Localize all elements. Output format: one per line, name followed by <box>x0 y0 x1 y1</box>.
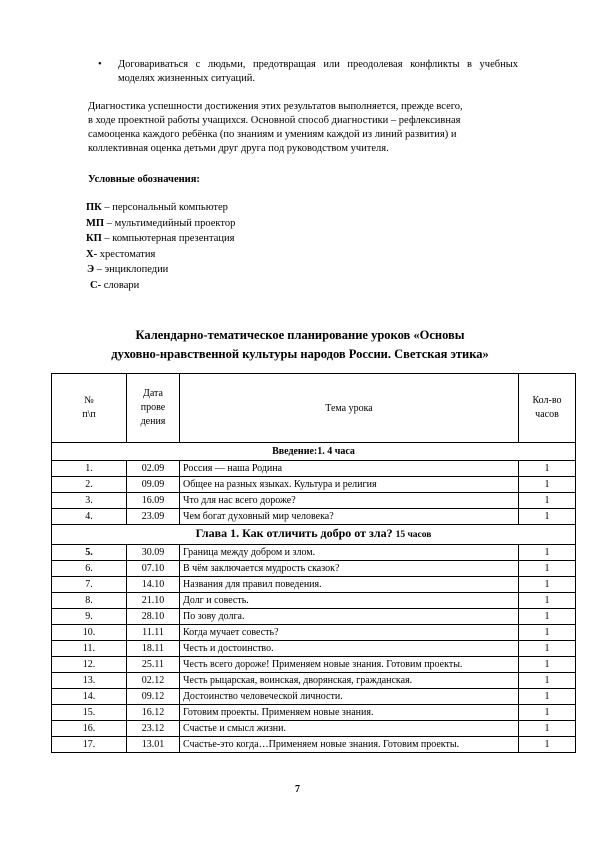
cell-number: 15. <box>52 705 127 721</box>
cell-topic: В чём заключается мудрость сказок? <box>180 561 519 577</box>
legend-item <box>86 216 235 232</box>
plan-heading <box>60 326 540 364</box>
legend-abbr: МП <box>86 217 105 229</box>
header-text: дения <box>140 416 166 427</box>
legend-item <box>86 247 235 263</box>
cell-topic: Честь рыцарская, воинская, дворянская, гражданская. <box>180 673 519 689</box>
section-rows <box>52 545 576 753</box>
legend-item <box>86 231 235 247</box>
header-text: Кол-во <box>532 395 562 406</box>
cell-topic: Счастье-это когда…Применяем новые знания. Готовим проекты. <box>180 737 519 753</box>
table-row <box>52 625 576 641</box>
legend-desc: – энциклопедии <box>94 264 169 276</box>
cell-hours: 1 <box>519 609 576 625</box>
header-text: часов <box>535 409 559 420</box>
cell-date: 09.12 <box>127 689 180 705</box>
cell-date: 21.10 <box>127 593 180 609</box>
table-header-row <box>52 374 576 443</box>
cell-date: 28.10 <box>127 609 180 625</box>
cell-topic: Счастье и смысл жизни. <box>180 721 519 737</box>
cell-topic: Чем богат духовный мир человека? <box>180 509 519 525</box>
bullet-symbol: • <box>98 59 102 70</box>
cell-date: 25.11 <box>127 657 180 673</box>
cell-hours: 1 <box>519 545 576 561</box>
cell-hours: 1 <box>519 657 576 673</box>
cell-number: 14. <box>52 689 127 705</box>
cell-hours: 1 <box>519 625 576 641</box>
legend-abbr: С- <box>90 279 102 291</box>
heading-line: Календарно-тематическое планирование уроков «Основы <box>135 328 465 342</box>
cell-topic: Что для нас всего дороже? <box>180 493 519 509</box>
cell-hours: 1 <box>519 641 576 657</box>
table-row <box>52 641 576 657</box>
legend-abbr: КП <box>86 233 102 245</box>
cell-hours: 1 <box>519 509 576 525</box>
cell-number: 12. <box>52 657 127 673</box>
table-row <box>52 609 576 625</box>
legend-abbr: ПК <box>86 202 102 213</box>
legend-list <box>86 200 235 294</box>
cell-topic: Готовим проекты. Применяем новые знания. <box>180 705 519 721</box>
cell-number: 9. <box>52 609 127 625</box>
table-row <box>52 545 576 561</box>
legend-desc: хрестоматия <box>97 248 156 260</box>
cell-date: 02.09 <box>127 461 180 477</box>
legend-desc: – персональный компьютер <box>101 202 228 213</box>
legend-item <box>86 262 235 278</box>
bullet-text: Договариваться с людьми, предотвращая или преодолевая конфликты в учебных моделях жизненных ситуаций. <box>118 59 518 84</box>
table-row <box>52 657 576 673</box>
cell-hours: 1 <box>519 561 576 577</box>
cell-number: 4. <box>52 509 127 525</box>
cell-date: 09.09 <box>127 477 180 493</box>
header-text: п\п <box>82 409 96 420</box>
cell-date: 02.12 <box>127 673 180 689</box>
section-title <box>52 525 576 545</box>
table-row <box>52 593 576 609</box>
table-row <box>52 461 576 477</box>
cell-date: 14.10 <box>127 577 180 593</box>
paragraph-line: коллективная оценка детьми друг друга под руководством учителя. <box>88 143 389 154</box>
cell-hours: 1 <box>519 493 576 509</box>
cell-hours: 1 <box>519 577 576 593</box>
section-row <box>52 525 576 545</box>
cell-number: 10. <box>52 625 127 641</box>
heading-line: духовно-нравственной культуры народов России. Светская этика» <box>111 347 489 361</box>
cell-hours: 1 <box>519 593 576 609</box>
cell-hours: 1 <box>519 705 576 721</box>
cell-number: 6. <box>52 561 127 577</box>
section-rows <box>52 461 576 525</box>
cell-topic: По зову долга. <box>180 609 519 625</box>
legend-title: Условные обозначения: <box>88 174 200 185</box>
table-row <box>52 705 576 721</box>
cell-number: 1. <box>52 461 127 477</box>
cell-hours: 1 <box>519 689 576 705</box>
header-text: № <box>84 395 94 406</box>
table-row <box>52 509 576 525</box>
cell-date: 23.12 <box>127 721 180 737</box>
header-text: Дата <box>143 388 163 399</box>
cell-topic: Названия для правил поведения. <box>180 577 519 593</box>
cell-hours: 1 <box>519 737 576 753</box>
cell-date: 16.09 <box>127 493 180 509</box>
cell-hours: 1 <box>519 477 576 493</box>
page-number: 7 <box>295 784 300 795</box>
cell-hours: 1 <box>519 461 576 477</box>
table-row <box>52 721 576 737</box>
cell-topic: Честь всего дороже! Применяем новые знания. Готовим проекты. <box>180 657 519 673</box>
section-row <box>52 443 576 461</box>
cell-date: 11.11 <box>127 625 180 641</box>
table-row <box>52 477 576 493</box>
table-row <box>52 737 576 753</box>
cell-hours: 1 <box>519 721 576 737</box>
cell-number: 13. <box>52 673 127 689</box>
paragraph-line: в ходе проектной работы учащихся. Основной способ диагностики – рефлексивная <box>88 115 461 126</box>
cell-number: 5. <box>52 545 127 561</box>
section-hours: 15 часов <box>395 530 432 540</box>
cell-topic: Россия — наша Родина <box>180 461 519 477</box>
header-number <box>52 374 127 443</box>
legend-desc: – компьютерная презентация <box>101 233 235 245</box>
cell-number: 8. <box>52 593 127 609</box>
paragraph-line: самооценка каждого ребёнка (по знаниям и умениям каждой из линий развития) и <box>88 129 457 140</box>
bullet-item <box>100 58 518 86</box>
cell-date: 30.09 <box>127 545 180 561</box>
cell-topic: Долг и совесть. <box>180 593 519 609</box>
table-row <box>52 673 576 689</box>
cell-topic: Общее на разных языках. Культура и религия <box>180 477 519 493</box>
legend-item <box>86 200 235 216</box>
header-text: прове <box>140 402 166 413</box>
cell-number: 16. <box>52 721 127 737</box>
section-title-text: Глава 1. Как отличить добро от зла? <box>195 526 396 540</box>
legend-desc: – мультимедийный проектор <box>104 217 236 229</box>
legend-item <box>86 278 235 294</box>
legend-abbr: Э <box>87 264 95 276</box>
cell-number: 7. <box>52 577 127 593</box>
lesson-plan-table <box>51 373 576 753</box>
table-row <box>52 493 576 509</box>
legend-desc: словари <box>101 279 140 291</box>
cell-number: 11. <box>52 641 127 657</box>
header-date <box>127 374 180 443</box>
table-row <box>52 561 576 577</box>
paragraph-line: Диагностика успешности достижения этих результатов выполняется, прежде всего, <box>88 101 463 112</box>
cell-topic: Достоинство человеческой личности. <box>180 689 519 705</box>
cell-topic: Граница между добром и злом. <box>180 545 519 561</box>
table-row <box>52 689 576 705</box>
cell-date: 18.11 <box>127 641 180 657</box>
cell-topic: Честь и достоинство. <box>180 641 519 657</box>
diagnostics-paragraph <box>88 100 520 156</box>
cell-number: 17. <box>52 737 127 753</box>
cell-date: 23.09 <box>127 509 180 525</box>
header-topic: Тема урока <box>180 374 519 443</box>
legend-abbr: Х- <box>86 248 98 260</box>
cell-number: 2. <box>52 477 127 493</box>
section-title: Введение:1. 4 часа <box>52 443 576 461</box>
cell-date: 07.10 <box>127 561 180 577</box>
cell-date: 13.01 <box>127 737 180 753</box>
cell-date: 16.12 <box>127 705 180 721</box>
cell-number: 3. <box>52 493 127 509</box>
cell-hours: 1 <box>519 673 576 689</box>
cell-topic: Когда мучает совесть? <box>180 625 519 641</box>
table-row <box>52 577 576 593</box>
header-hours <box>519 374 576 443</box>
